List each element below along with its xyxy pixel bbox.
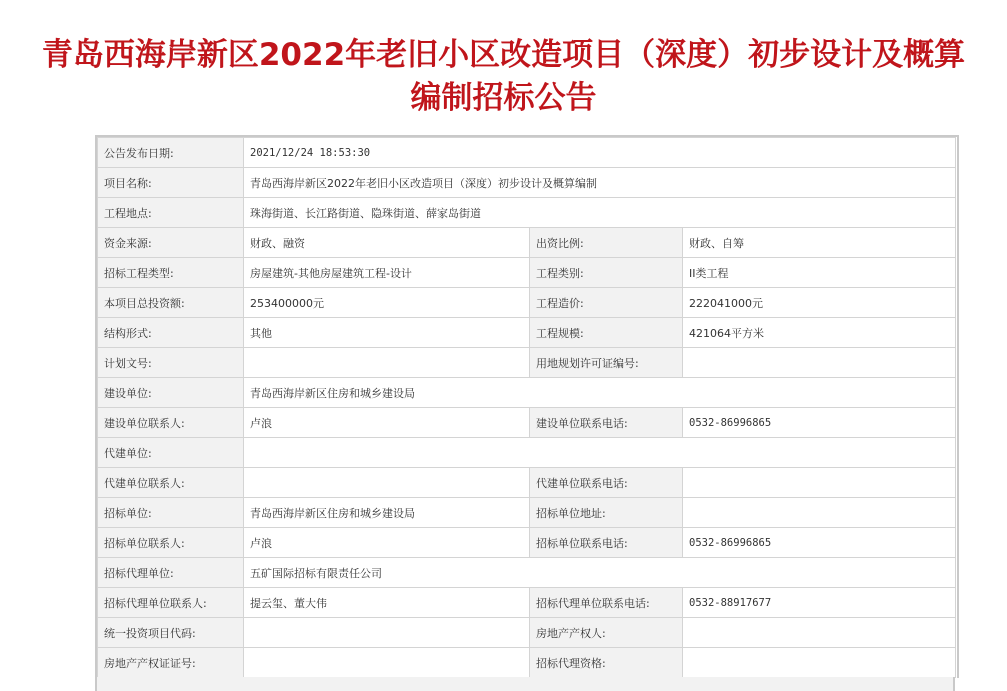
table-row xyxy=(98,438,956,468)
build-unit-value: 青岛西海岸新区住房和城乡建设局 xyxy=(244,378,956,408)
agent-build-contact-label: 代建单位联系人: xyxy=(98,468,244,498)
tender-type-label: 招标工程类型: xyxy=(98,258,244,288)
property-owner-value xyxy=(683,618,956,648)
agent-build-contact-value xyxy=(244,468,530,498)
table-row xyxy=(98,528,956,558)
agent-build-unit-label: 代建单位: xyxy=(98,438,244,468)
table-row xyxy=(98,618,956,648)
total-investment-value: 253400000元 xyxy=(244,288,530,318)
project-category-label: 工程类别: xyxy=(530,258,683,288)
land-permit-label: 用地规划许可证编号: xyxy=(530,348,683,378)
table-row xyxy=(98,318,956,348)
tender-contact-value: 卢浪 xyxy=(244,528,530,558)
property-owner-label: 房地产产权人: xyxy=(530,618,683,648)
fund-ratio-value: 财政、自筹 xyxy=(683,228,956,258)
table-row xyxy=(98,288,956,318)
agent-phone-value: 0532-88917677 xyxy=(683,588,956,618)
project-name-label: 项目名称: xyxy=(98,168,244,198)
tender-address-value xyxy=(683,498,956,528)
table-row xyxy=(98,228,956,258)
structure-label: 结构形式: xyxy=(98,318,244,348)
tender-phone-value: 0532-86996865 xyxy=(683,528,956,558)
build-phone-value: 0532-86996865 xyxy=(683,408,956,438)
fund-ratio-label: 出资比例: xyxy=(530,228,683,258)
location-value: 珠海街道、长江路街道、隐珠街道、薛家岛街道 xyxy=(244,198,956,228)
tender-type-value: 房屋建筑-其他房屋建筑工程-设计 xyxy=(244,258,530,288)
publish-date-label: 公告发布日期: xyxy=(98,138,244,168)
tender-agent-value: 五矿国际招标有限责任公司 xyxy=(244,558,956,588)
fund-source-value: 财政、融资 xyxy=(244,228,530,258)
tender-address-label: 招标单位地址: xyxy=(530,498,683,528)
project-name-value: 青岛西海岸新区2022年老旧小区改造项目（深度）初步设计及概算编制 xyxy=(244,168,956,198)
agent-build-phone-label: 代建单位联系电话: xyxy=(530,468,683,498)
page-title xyxy=(0,34,1007,120)
agent-qualification-value xyxy=(683,648,956,678)
tender-contact-label: 招标单位联系人: xyxy=(98,528,244,558)
table-row xyxy=(98,648,956,678)
title-line-1: 青岛西海岸新区2022年老旧小区改造项目（深度）初步设计及概算 xyxy=(41,37,966,73)
project-scale-value: 421064平方米 xyxy=(683,318,956,348)
build-contact-value: 卢浪 xyxy=(244,408,530,438)
agent-contact-label: 招标代理单位联系人: xyxy=(98,588,244,618)
land-permit-value xyxy=(683,348,956,378)
table-row xyxy=(98,498,956,528)
agent-qualification-label: 招标代理资格: xyxy=(530,648,683,678)
info-table-container xyxy=(95,135,959,678)
tender-phone-label: 招标单位联系电话: xyxy=(530,528,683,558)
plan-doc-value xyxy=(244,348,530,378)
table-row xyxy=(98,168,956,198)
table-row xyxy=(98,378,956,408)
fund-source-label: 资金来源: xyxy=(98,228,244,258)
publish-date-value: 2021/12/24 18:53:30 xyxy=(244,138,956,168)
project-cost-label: 工程造价: xyxy=(530,288,683,318)
table-row xyxy=(98,558,956,588)
location-label: 工程地点: xyxy=(98,198,244,228)
tender-agent-label: 招标代理单位: xyxy=(98,558,244,588)
invest-code-label: 统一投资项目代码: xyxy=(98,618,244,648)
table-row xyxy=(98,348,956,378)
table-row xyxy=(98,588,956,618)
table-row xyxy=(98,138,956,168)
project-category-value: II类工程 xyxy=(683,258,956,288)
invest-code-value xyxy=(244,618,530,648)
table-row xyxy=(98,198,956,228)
title-line-2: 编制招标公告 xyxy=(410,80,597,116)
build-contact-label: 建设单位联系人: xyxy=(98,408,244,438)
build-unit-label: 建设单位: xyxy=(98,378,244,408)
plan-doc-label: 计划文号: xyxy=(98,348,244,378)
info-table xyxy=(97,137,956,678)
table-next-row-edge xyxy=(95,677,955,691)
structure-value: 其他 xyxy=(244,318,530,348)
tender-unit-value: 青岛西海岸新区住房和城乡建设局 xyxy=(244,498,530,528)
agent-build-phone-value xyxy=(683,468,956,498)
property-cert-value xyxy=(244,648,530,678)
project-cost-value: 222041000元 xyxy=(683,288,956,318)
property-cert-label: 房地产产权证证号: xyxy=(98,648,244,678)
table-row xyxy=(98,468,956,498)
table-row xyxy=(98,408,956,438)
total-investment-label: 本项目总投资额: xyxy=(98,288,244,318)
tender-unit-label: 招标单位: xyxy=(98,498,244,528)
table-row xyxy=(98,258,956,288)
project-scale-label: 工程规模: xyxy=(530,318,683,348)
agent-phone-label: 招标代理单位联系电话: xyxy=(530,588,683,618)
agent-build-unit-value xyxy=(244,438,956,468)
agent-contact-value: 提云玺、董大伟 xyxy=(244,588,530,618)
build-phone-label: 建设单位联系电话: xyxy=(530,408,683,438)
